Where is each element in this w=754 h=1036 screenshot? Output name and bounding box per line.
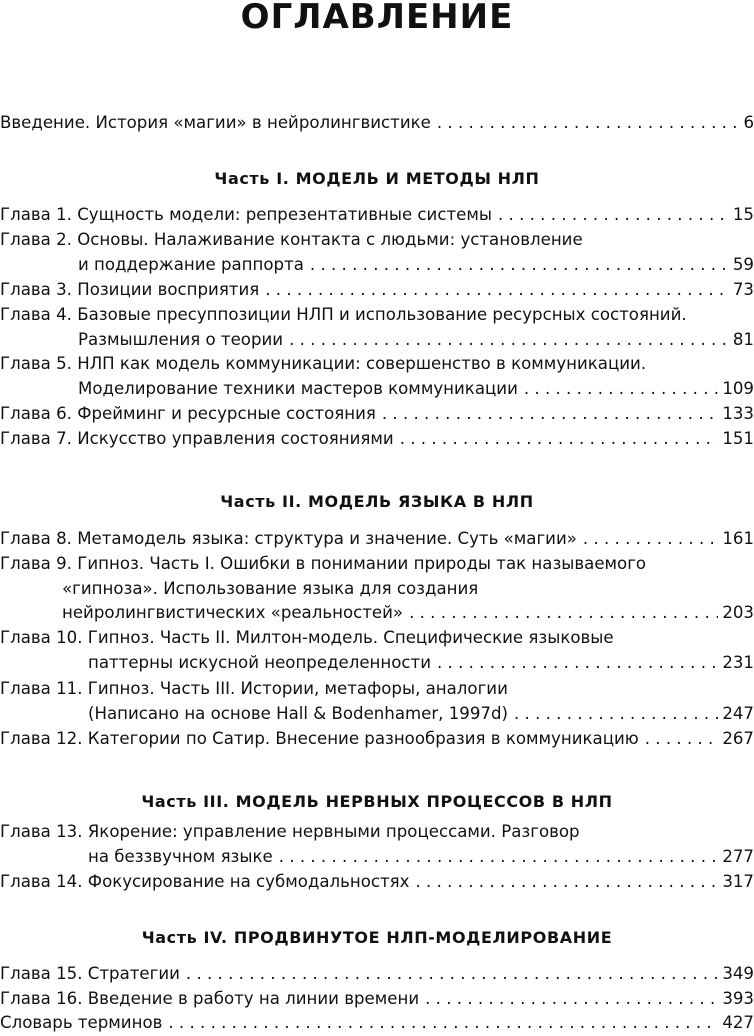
toc-entry-text: Глава 3. Позиции восприятия: [0, 280, 260, 299]
toc-entry-text: Глава 8. Метамодель языка: структура и значение. Суть «магии»: [0, 529, 577, 548]
toc-entry-text: Введение. История «магии» в нейролингвистике: [0, 113, 431, 132]
dot-leader: [409, 601, 718, 626]
toc-entry-chapter-14[interactable]: [0, 870, 754, 895]
toc-entry-text: Глава 16. Введение в работу на линии времени: [0, 989, 420, 1008]
dot-leader: [382, 402, 718, 427]
toc-entry-text: Глава 4. Базовые пресуппозиции НЛП и использование ресурсных состояний.: [0, 305, 687, 324]
dot-leader: [415, 870, 718, 895]
toc-entry-chapter-8[interactable]: [0, 527, 754, 552]
dot-leader: [425, 987, 718, 1012]
toc-page-number: 349: [722, 964, 754, 983]
toc-page-number: 231: [722, 652, 754, 672]
toc-entry-chapter-6[interactable]: [0, 402, 754, 427]
toc-page-number: 267: [722, 729, 754, 748]
dot-leader: [524, 377, 718, 402]
toc-entry-intro[interactable]: [0, 111, 754, 136]
toc-entry-chapter-12[interactable]: [0, 727, 754, 752]
toc-entry-chapter-10[interactable]: [0, 626, 754, 675]
dot-leader: [168, 1011, 718, 1036]
toc-entry-chapter-2[interactable]: [0, 228, 754, 277]
dot-leader: [645, 727, 719, 752]
toc-entry-text-cont: паттерны искусной неопределенности: [88, 652, 431, 672]
toc-page-number: 133: [722, 404, 754, 423]
dot-leader: [400, 427, 719, 452]
toc-page-number: 317: [722, 872, 754, 891]
toc-entry-text: Глава 10. Гипноз. Часть II. Милтон-модель. Специфические языковые: [0, 628, 614, 647]
dot-leader: [583, 527, 718, 552]
toc-entry-text-cont: и поддержание раппорта: [78, 254, 304, 274]
part-heading-4: Часть IV. ПРОДВИНУТОЕ НЛП-МОДЕЛИРОВАНИЕ: [141, 928, 613, 947]
toc-entry-chapter-16[interactable]: [0, 987, 754, 1012]
toc-entry-chapter-9[interactable]: [0, 552, 754, 626]
toc-entry-text: Глава 12. Категории по Сатир. Внесение разнообразия в коммуникацию: [0, 729, 639, 748]
dot-leader: [437, 111, 740, 136]
toc-page-number: 277: [722, 846, 754, 866]
toc-entry-chapter-3[interactable]: [0, 278, 754, 303]
part-heading-3: Часть III. МОДЕЛЬ НЕРВНЫХ ПРОЦЕССОВ В НЛП: [141, 792, 613, 811]
part-heading-2: Часть II. МОДЕЛЬ ЯЗЫКА В НЛП: [220, 492, 534, 511]
toc-entry-text-cont: «гипноза». Использование языка для создания: [62, 578, 479, 598]
dot-leader: [186, 962, 718, 987]
toc-entry-text: Глава 7. Искусство управления состояниями: [0, 429, 394, 448]
dot-leader: [289, 328, 729, 353]
toc-page-number: 427: [722, 1013, 754, 1032]
dot-leader: [265, 278, 729, 303]
toc-entry-text: Глава 14. Фокусирование на субмодальностях: [0, 872, 410, 891]
dot-leader: [310, 253, 729, 278]
toc-entry-text: Глава 2. Основы. Налаживание контакта с людьми: установление: [0, 230, 583, 249]
page-title: ОГЛАВЛЕНИЕ: [240, 0, 514, 37]
toc-page-number: 151: [722, 429, 754, 448]
toc-entry-text-cont: нейролингвистических «реальностей»: [62, 603, 404, 622]
toc-page-number: 203: [722, 603, 754, 622]
toc-page-number: 15: [732, 205, 754, 224]
toc-entry-text: Глава 13. Якорение: управление нервными процессами. Разговор: [0, 822, 580, 841]
toc-entry-chapter-4[interactable]: [0, 303, 754, 352]
toc-entry-glossary[interactable]: [0, 1011, 754, 1036]
toc-page-number: 393: [722, 989, 754, 1008]
toc-entry-chapter-15[interactable]: [0, 962, 754, 987]
dot-leader: [498, 203, 729, 228]
toc-entry-text-cont: на беззвучном языке: [88, 846, 273, 866]
toc-entry-text-cont: (Написано на основе Hall & Bodenhamer, 1997d): [88, 703, 508, 723]
part-heading-1: Часть I. МОДЕЛЬ И МЕТОДЫ НЛП: [214, 169, 540, 188]
toc-page-number: 247: [722, 703, 754, 723]
toc-entry-chapter-13[interactable]: [0, 820, 754, 869]
toc-entry-text-cont: Размышления о теории: [78, 329, 284, 349]
toc-page-number: 109: [722, 378, 754, 398]
toc-entry-chapter-1[interactable]: [0, 203, 754, 228]
dot-leader: [279, 845, 719, 870]
toc-page-number: 161: [722, 529, 754, 548]
toc-entry-chapter-11[interactable]: [0, 677, 754, 726]
toc-entry-text: Глава 9. Гипноз. Часть I. Ошибки в понимании природы так называемого: [0, 554, 647, 573]
toc-entry-chapter-5[interactable]: [0, 352, 754, 401]
toc-page-number: 59: [732, 254, 754, 274]
toc-page-number: 6: [743, 113, 754, 132]
toc-entry-text: Глава 15. Стратегии: [0, 964, 180, 983]
toc-entry-text: Глава 11. Гипноз. Часть III. Истории, метафоры, аналогии: [0, 679, 508, 698]
toc-entry-text: Словарь терминов: [0, 1013, 163, 1032]
toc-page-number: 73: [732, 280, 754, 299]
toc-page-number: 81: [732, 329, 754, 349]
dot-leader: [514, 702, 718, 727]
toc-entry-text-cont: Моделирование техники мастеров коммуникации: [78, 378, 518, 398]
toc-entry-text: Глава 6. Фрейминг и ресурсные состояния: [0, 404, 376, 423]
toc-entry-text: Глава 5. НЛП как модель коммуникации: совершенство в коммуникации.: [0, 354, 647, 373]
toc-entry-chapter-7[interactable]: [0, 427, 754, 452]
toc-entry-text: Глава 1. Сущность модели: репрезентативные системы: [0, 205, 492, 224]
dot-leader: [437, 651, 718, 676]
